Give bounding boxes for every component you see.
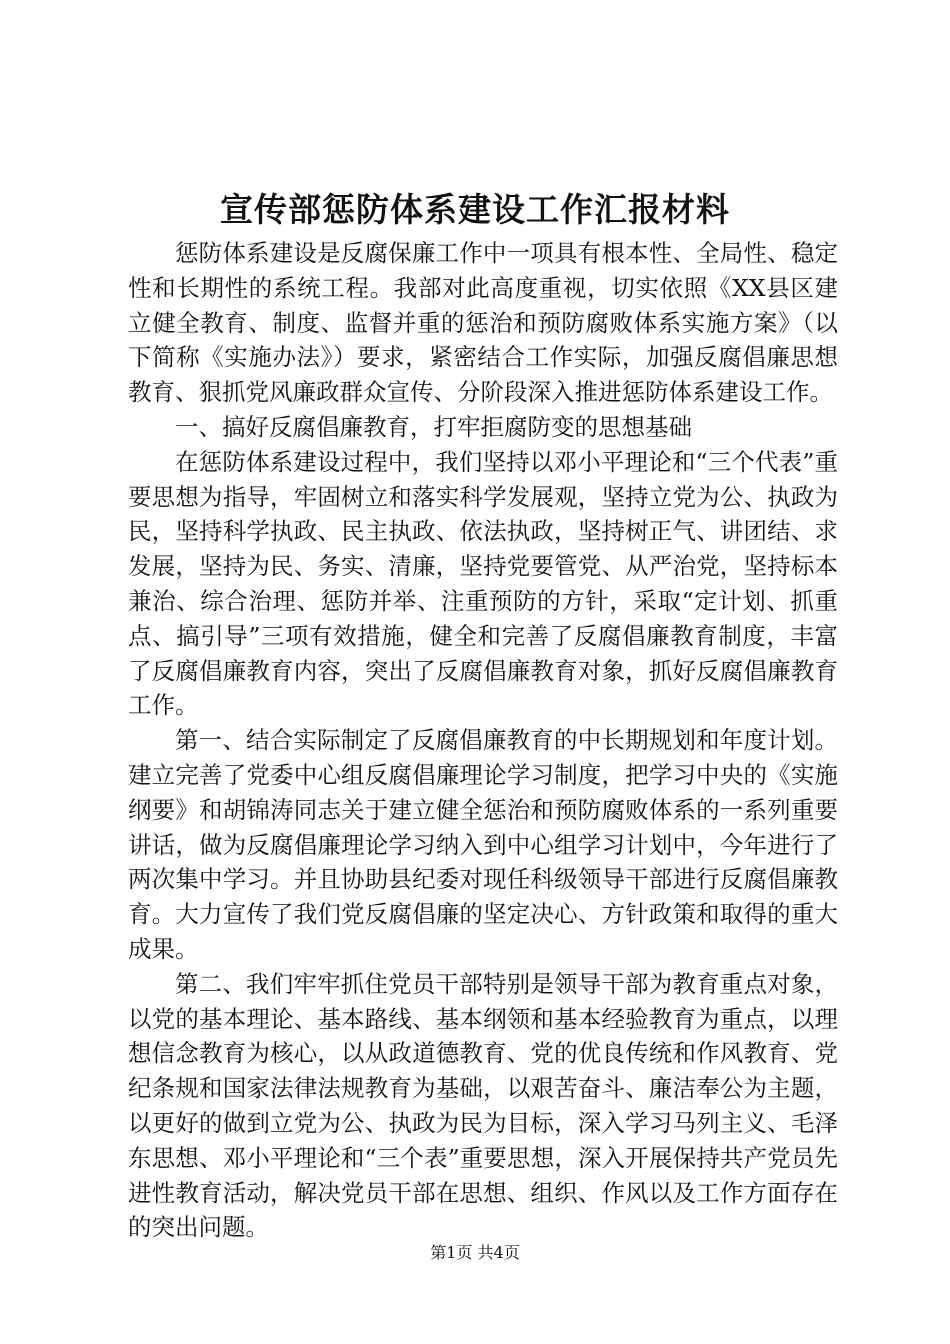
intro-paragraph: 惩防体系建设是反腐保廉工作中一项具有根本性、全局性、稳定性和长期性的系统工程。我部对此高度重视，切实依照《XX县区建立健全教育、制度、监督并重的惩治和预防腐败体系实施方案》（以下简称《实施办法》）要求，紧密结合工作实际，加强反腐倡廉思想教育、狠抓党风廉政群众宣传、分阶段深入推进惩防体系建设工作。: [128, 239, 838, 407]
section-heading: 一、搞好反腐倡廉教育，打牢拒腐防变的思想基础: [175, 412, 692, 441]
page-footer: 第1页 共4页: [430, 1243, 520, 1262]
body-paragraph: 第一、结合实际制定了反腐倡廉教育的中长期规划和年度计划。建立完善了党委中心组反腐倡廉理论学习制度，把学习中央的《实施纲要》和胡锦涛同志关于建立健全惩治和预防腐败体系的一系列重要讲话，做为反腐倡廉理论学习纳入到中心组学习计划中，今年进行了两次集中学习。并且协助县纪委对现任科级领导干部进行反腐倡廉教育。大力宣传了我们党反腐倡廉的坚定决心、方针政策和取得的重大成果。: [128, 726, 838, 963]
document-body: [128, 236, 838, 1245]
document-title: 宣传部惩防体系建设工作汇报材料: [220, 190, 730, 229]
body-paragraph: 在惩防体系建设过程中，我们坚持以邓小平理论和“三个代表”重要思想为指导，牢固树立和落实科学发展观，坚持立党为公、执政为民，坚持科学执政、民主执政、依法执政，坚持树正气、讲团结、求发展，坚持为民、务实、清廉，坚持党要管党、从严治党，坚持标本兼治、综合治理、惩防并举、注重预防的方针，采取“定计划、抓重点、搞引导”三项有效措施，健全和完善了反腐倡廉教育制度，丰富了反腐倡廉教育内容，突出了反腐倡廉教育对象，抓好反腐倡廉教育工作。: [128, 447, 838, 720]
body-paragraph: 第二、我们牢牢抓住党员干部特别是领导干部为教育重点对象，以党的基本理论、基本路线、基本纲领和基本经验教育为重点，以理想信念教育为核心，以从政道德教育、党的优良传统和作风教育、党纪条规和国家法律法规教育为基础，以艰苦奋斗、廉洁奉公为主题，以更好的做到立党为公、执政为民为目标，深入学习马列主义、毛泽东思想、邓小平理论和“三个表”重要思想，深入开展保持共产党员先进性教育活动，解决党员干部在思想、组织、作风以及工作方面存在的突出问题。: [128, 969, 838, 1242]
